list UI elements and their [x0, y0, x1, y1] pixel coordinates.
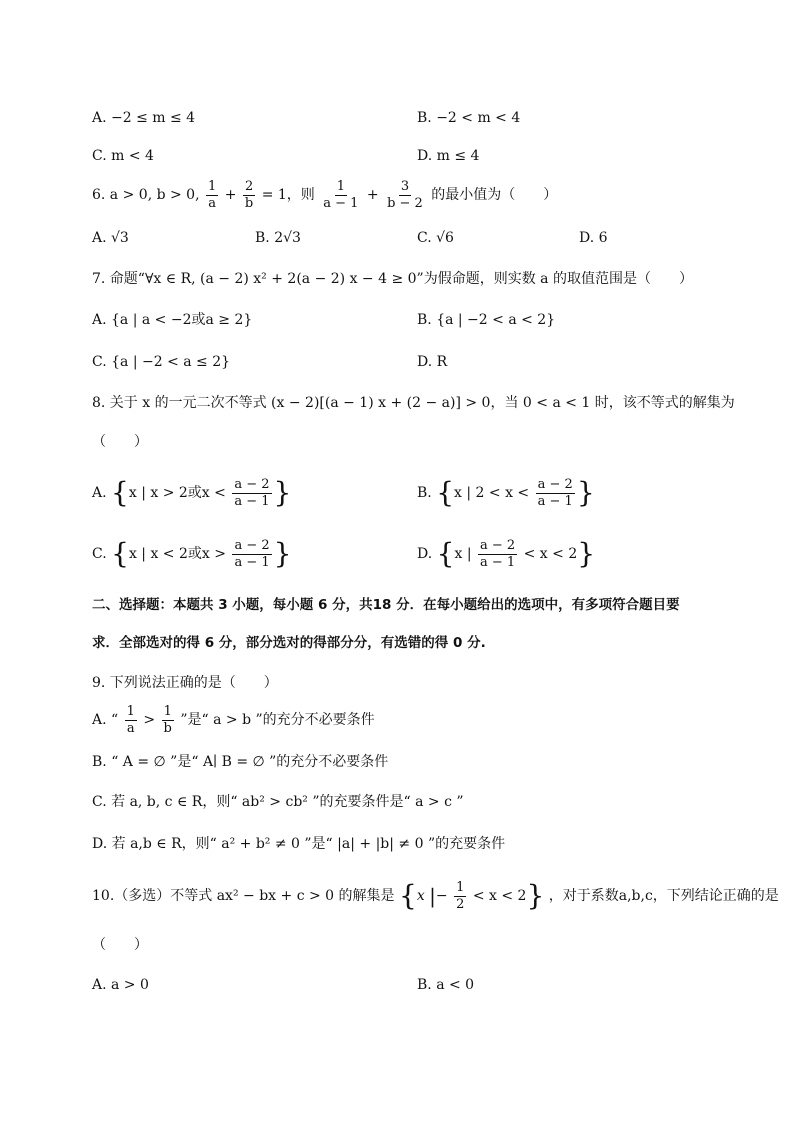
q5-option-d: D. m ≤ 4	[417, 148, 480, 164]
section-2-line-2: 求．全部选对的得 6 分，部分选对的得部分分，有选错的得 0 分.	[92, 635, 486, 651]
q7-option-a: A. {a | a < −2或a ≥ 2}	[92, 312, 253, 328]
q7-option-d: D. R	[417, 354, 448, 370]
q5-option-b: B. −2 < m < 4	[417, 110, 521, 126]
section-2-line-1: 二、选择题：本题共 3 小题，每小题 6 分，共18 分．在每小题给出的选项中，有多项符合题目要	[92, 597, 680, 613]
q5-option-a: A. −2 ≤ m ≤ 4	[92, 110, 196, 126]
q10-stem: 10.（多选）不等式 ax² − bx + c > 0 的解集是 {x |− $\frac{1}{2}$ < x < 2} ，对于系数a,b,c，下列结论正确的是	[92, 879, 779, 912]
q8-paren: （ ）	[92, 434, 148, 450]
q6-option-a: A. √3	[92, 230, 129, 246]
q8-option-a: A. {x | x > 2或x < $\frac{a - 2}{a - 1}$ }	[92, 476, 292, 509]
q10-option-a: A. a > 0	[92, 977, 149, 993]
q6-option-d: D. 6	[579, 230, 608, 246]
q8-option-d: D. {x | $\frac{a - 2}{a - 1}$ < x < 2}	[417, 537, 596, 570]
q8-stem: 8. 关于 x 的一元二次不等式 (x − 2)[(a − 1) x + (2 − a)] > 0，当 0 < a < 1 时，该不等式的解集为	[92, 395, 735, 411]
q7-option-c: C. {a | −2 < a ≤ 2}	[92, 354, 231, 370]
q6-option-b: B. 2√3	[255, 230, 301, 246]
q6-plus: +	[224, 187, 237, 203]
q9-option-d: D. 若 a,b ∈ R，则“ a² + b² ≠ 0 ”是“ |a| + |b| ≠ 0 ”的充要条件	[92, 836, 506, 852]
q6-prefix: 6. a > 0, b > 0,	[92, 187, 200, 203]
q6-fraction-4: $\frac{3}{b - 2}$	[387, 178, 423, 211]
q9-option-b: B. “ A = ∅ ”是“ A∣ B = ∅ ”的充分不必要条件	[92, 754, 389, 770]
q9-option-a: A. “ $\frac{1}{a}$ > $\frac{1}{b}$ ”是“ a > b ”的充分不必要条件	[92, 703, 375, 736]
q9-option-c: C. 若 a, b, c ∈ R，则“ ab² > cb² ”的充要条件是“ a > c ”	[92, 794, 464, 810]
q10-paren: （ ）	[92, 937, 148, 953]
q6-plus-2: +	[366, 187, 379, 203]
q6-suffix: 的最小值为（ ）	[431, 187, 558, 203]
q7-stem: 7. 命题“∀x ∈ R, (a − 2) x² + 2(a − 2) x − 4 ≥ 0”为假命题，则实数 a 的取值范围是（ ）	[92, 271, 693, 287]
q8-option-c: C. {x | x < 2或x > $\frac{a - 2}{a - 1}$ }	[92, 537, 292, 570]
q6-fraction-3: $\frac{1}{a - 1}$	[323, 178, 359, 211]
q7-option-b: B. {a | −2 < a < 2}	[417, 312, 556, 328]
q6-equals: = 1，则	[261, 187, 315, 203]
q9-stem: 9. 下列说法正确的是（ ）	[92, 675, 278, 691]
q6-fraction-1: $\frac{1}{a}$	[208, 178, 217, 211]
q6-option-c: C. √6	[417, 230, 454, 246]
q6-fraction-2: $\frac{2}{b}$	[244, 178, 254, 211]
q8-option-b: B. {x | 2 < x < $\frac{a - 2}{a - 1}$ }	[417, 476, 595, 509]
q5-option-c: C. m < 4	[92, 148, 154, 164]
q6-stem	[92, 178, 557, 212]
q10-option-b: B. a < 0	[417, 977, 475, 993]
